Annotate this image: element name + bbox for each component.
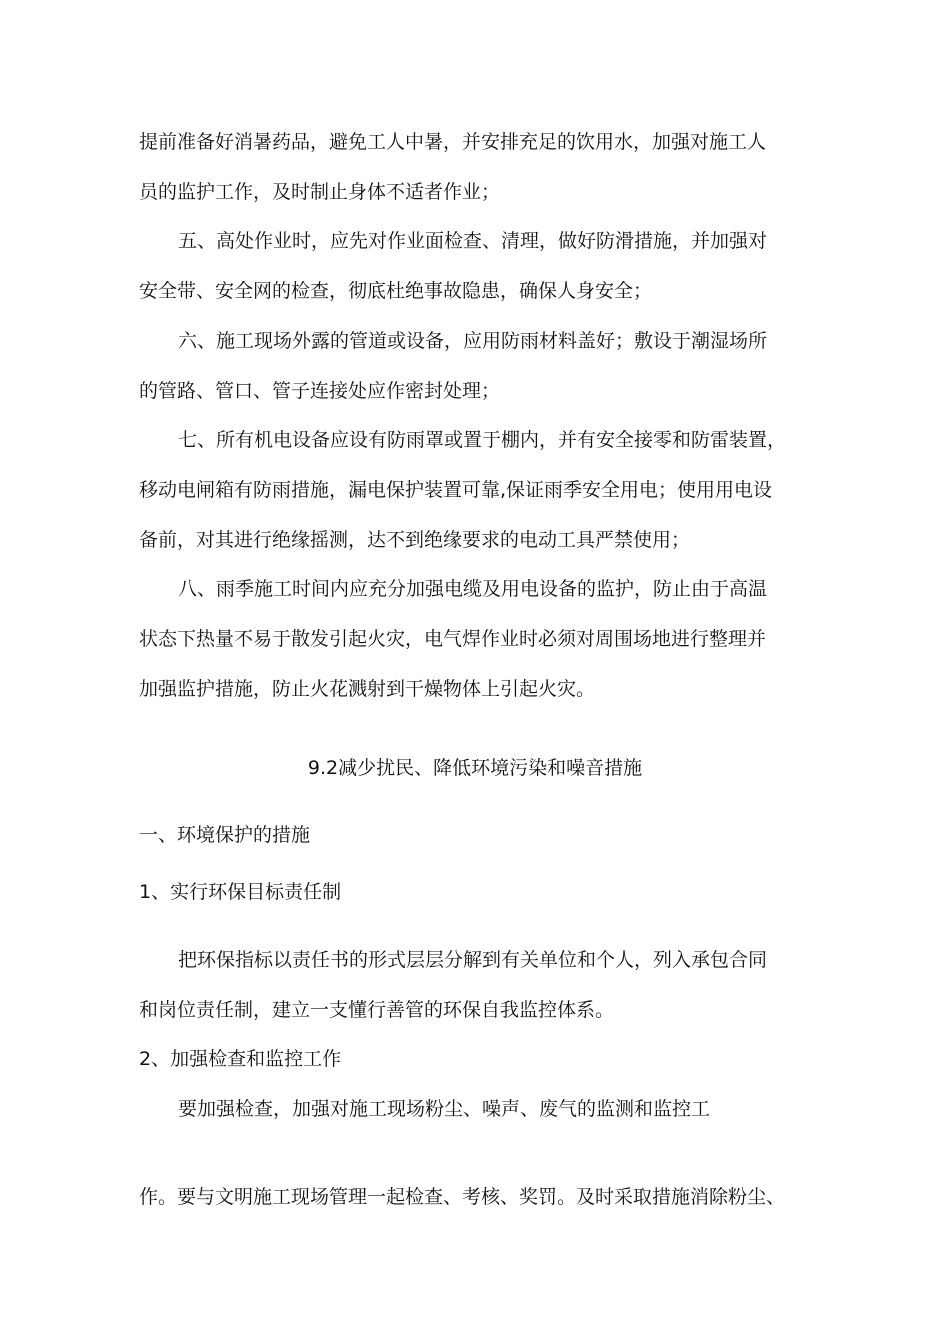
paragraph-five: 五、高处作业时，应先对作业面检查、清理，做好防滑措施，并加强对 — [178, 230, 768, 252]
subsection-heading: 一、环境保护的措施 — [139, 824, 311, 846]
paragraph: 把环保指标以责任书的形式层层分解到有关单位和个人，列入承包合同 — [178, 949, 768, 971]
paragraph-eight: 八、雨季施工时间内应充分加强电缆及用电设备的监护，防止由于高温 — [178, 578, 768, 600]
item-heading: 2、加强检查和监控工作 — [139, 1048, 342, 1070]
text-line: 安全带、安全网的检查，彻底杜绝事故隐患，确保人身安全； — [139, 280, 653, 302]
text-line: 提前准备好消暑药品，避免工人中暑，并安排充足的饮用水，加强对施工人 — [139, 131, 767, 153]
text-line: 的管路、管口、管子连接处应作密封处理； — [139, 380, 501, 402]
text-line: 员的监护工作，及时制止身体不适者作业； — [139, 181, 501, 203]
text-line: 加强监护措施，防止火花溅射到干燥物体上引起火灾。 — [139, 678, 596, 700]
text-line: 备前，对其进行绝缘摇测，达不到绝缘要求的电动工具严禁使用； — [139, 529, 691, 551]
text-line: 状态下热量不易于散发引起火灾，电气焊作业时必须对周围场地进行整理并 — [139, 628, 767, 650]
paragraph-six: 六、施工现场外露的管道或设备，应用防雨材料盖好；敷设于潮湿场所 — [178, 330, 768, 352]
text-line: 和岗位责任制，建立一支懂行善管的环保自我监控体系。 — [139, 999, 615, 1021]
text-line: 作。要与文明施工现场管理一起检查、考核、奖罚。及时采取措施消除粉尘、 — [139, 1186, 786, 1208]
section-heading: 9.2减少扰民、降低环境污染和噪音措施 — [307, 757, 643, 779]
paragraph: 要加强检查，加强对施工现场粉尘、噪声、废气的监测和监控工 — [178, 1098, 711, 1120]
item-heading: 1、实行环保目标责任制 — [139, 881, 342, 903]
paragraph-seven: 七、所有机电设备应设有防雨罩或置于棚内，并有安全接零和防雷装置， — [178, 429, 787, 451]
text-line: 移动电闸箱有防雨措施，漏电保护装置可靠,保证雨季安全用电；使用用电设 — [139, 479, 773, 501]
